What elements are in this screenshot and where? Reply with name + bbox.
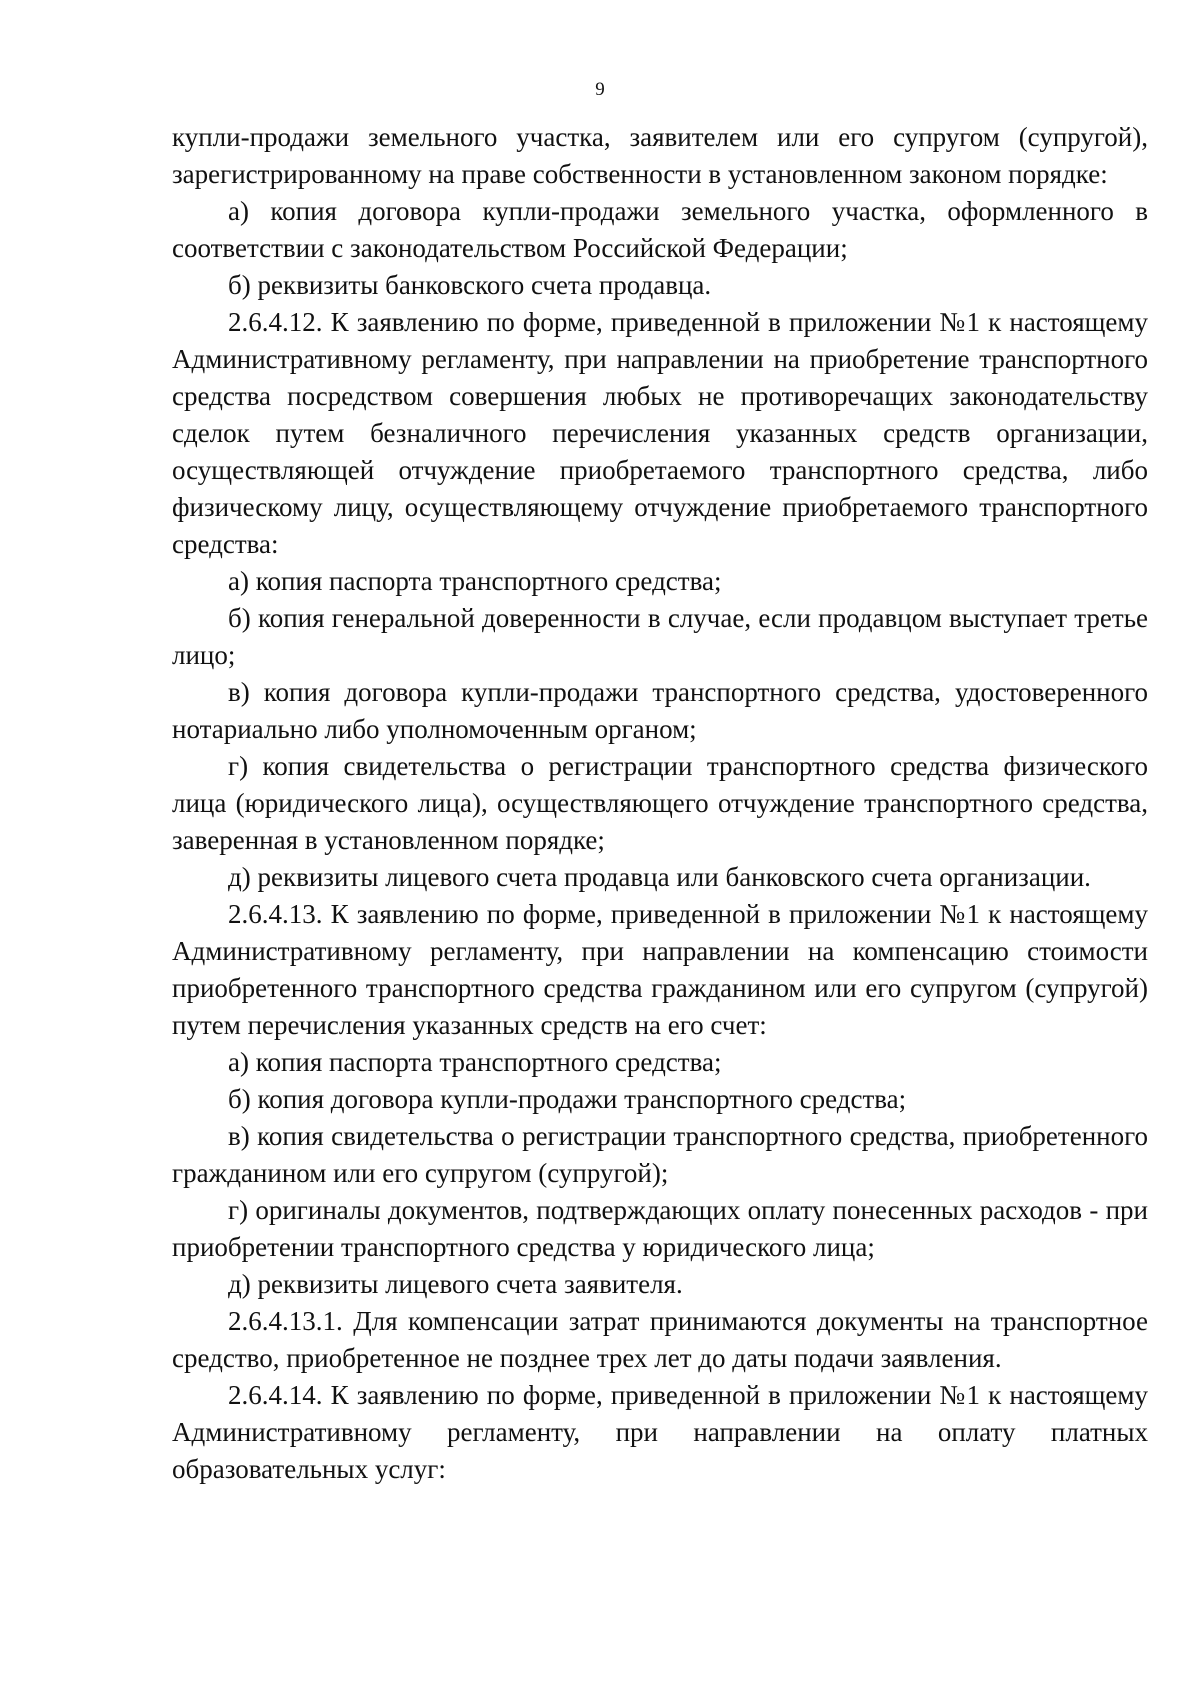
list-item-b-seller-bank-details: б) реквизиты банковского счета продавца. (228, 270, 712, 300)
paragraph-continuation: купли-продажи земельного участка, заявителем или его супругом (супругой), зарегистрированному на праве собственности в установленном законом порядке: (172, 122, 1148, 189)
list-item-a-land-contract: а) копия договора купли-продажи земельного участка, оформленного в соответствии с законодательством Российской Федерации; (172, 196, 1148, 263)
list-item-d-registration-certificate: г) копия свидетельства о регистрации транспортного средства физического лица (юридического лица), осуществляющего отчуждение транспортного средства, заверенная в установленном порядке; (172, 751, 1148, 855)
page-number: 9 (595, 79, 605, 100)
clause-2-6-4-12: 2.6.4.12. К заявлению по форме, приведенной в приложении №1 к настоящему Административному регламенту, при направлении на приобретение транспортного средства посредством совершения любых не противоречащих законодательству сделок путем безналичного перечисления указанных средств организации, осуществляющей отчуждение приобретаемого транспортного средства, либо физическому лицу, осуществляющему отчуждение приобретаемого транспортного средства: (172, 307, 1148, 559)
document-body (172, 119, 1148, 1488)
list-item-e-applicant-account: д) реквизиты лицевого счета заявителя. (228, 1269, 683, 1299)
list-item-c-registration-certificate-2: в) копия свидетельства о регистрации транспортного средства, приобретенного гражданином или его супругом (супругой); (172, 1121, 1148, 1188)
clause-2-6-4-13: 2.6.4.13. К заявлению по форме, приведенной в приложении №1 к настоящему Административному регламенту, при направлении на компенсацию стоимости приобретенного транспортного средства гражданином или его супругом (супругой) путем перечисления указанных средств на его счет: (172, 899, 1148, 1040)
list-item-c-vehicle-contract: в) копия договора купли-продажи транспортного средства, удостоверенного нотариально либо уполномоченным органом; (172, 677, 1148, 744)
list-item-e-seller-account: д) реквизиты лицевого счета продавца или банковского счета организации. (228, 862, 1091, 892)
list-item-d-payment-originals: г) оригиналы документов, подтверждающих оплату понесенных расходов - при приобретении транспортного средства у юридического лица; (172, 1195, 1148, 1262)
clause-2-6-4-13-1: 2.6.4.13.1. Для компенсации затрат принимаются документы на транспортное средство, приобретенное не позднее трех лет до даты подачи заявления. (172, 1306, 1148, 1373)
list-item-a-vehicle-passport: а) копия паспорта транспортного средства; (228, 566, 722, 596)
clause-2-6-4-14: 2.6.4.14. К заявлению по форме, приведенной в приложении №1 к настоящему Административному регламенту, при направлении на оплату платных образовательных услуг: (172, 1380, 1148, 1484)
list-item-a-vehicle-passport-2: а) копия паспорта транспортного средства; (228, 1047, 722, 1077)
list-item-b-power-of-attorney: б) копия генеральной доверенности в случае, если продавцом выступает третье лицо; (172, 603, 1148, 670)
list-item-b-vehicle-contract-2: б) копия договора купли-продажи транспортного средства; (228, 1084, 907, 1114)
